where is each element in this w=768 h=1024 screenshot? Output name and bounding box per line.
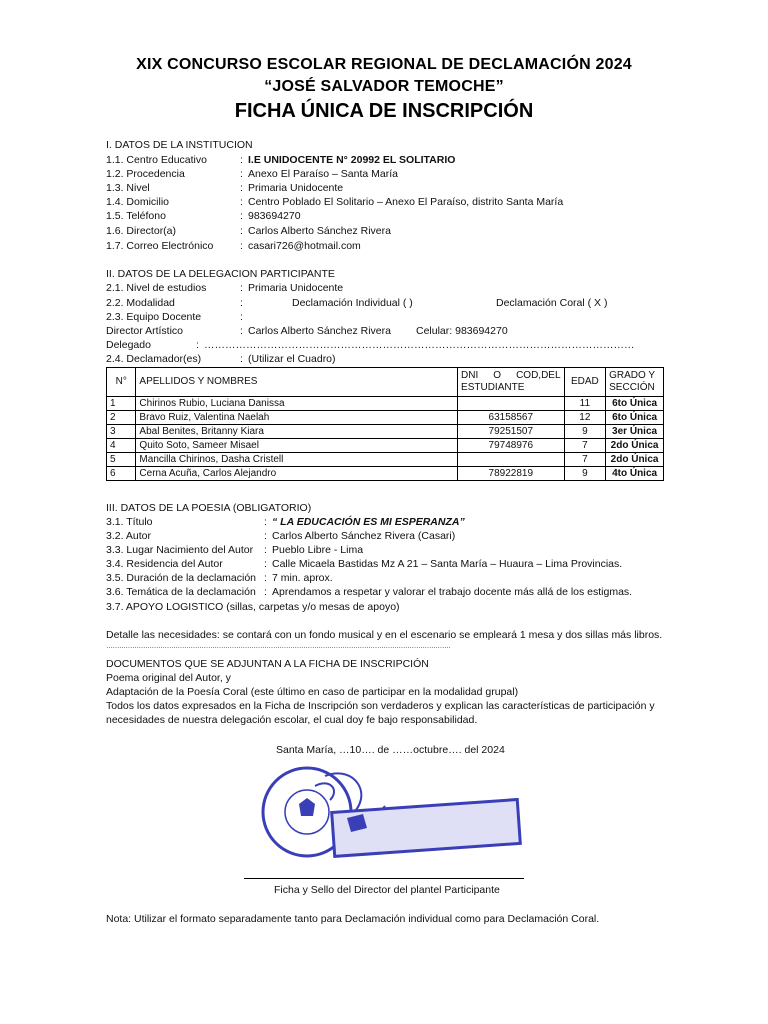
table-row [107,397,664,411]
table-row [107,411,664,425]
cell-edad: 7 [564,453,606,467]
cell-n: 4 [107,439,136,453]
field-value: 7 min. aprox. [272,572,333,584]
cell-grado: 2do Única [606,453,664,467]
field-label: 1.2. Procedencia [106,168,185,180]
field-colon: : [264,572,267,584]
documentos-heading: DOCUMENTOS QUE SE ADJUNTAN A LA FICHA DE INSCRIPCIÓN [106,658,429,670]
director-celular: Celular: 983694270 [416,325,508,337]
field-colon: : [240,325,243,337]
nota: Nota: Utilizar el formato separadamente tanto para Declamación individual como para Declamación Coral. [106,913,600,925]
field-colon: : [240,168,243,180]
cell-n: 3 [107,425,136,439]
field-label: 1.3. Nivel [106,182,150,194]
row-tematica [106,586,632,599]
field-value: “ LA EDUCACIÓN ES MI ESPERANZA” [272,516,465,528]
firma-caption: Ficha y Sello del Director del plantel Participante [274,884,500,896]
cell-edad: 7 [564,439,606,453]
field-colon: : [240,297,243,309]
field-value: (Utilizar el Cuadro) [248,353,336,365]
field-label: 1.6. Director(a) [106,225,177,237]
signature-line [244,878,524,879]
field-colon: : [264,558,267,570]
shield-icon [299,798,315,816]
field-colon: : [264,586,267,598]
form-title: FICHA ÚNICA DE INSCRIPCIÓN [234,100,534,122]
row-telefono [106,210,301,223]
field-colon: : [264,530,267,542]
row-director [106,225,391,238]
detalle-dots: …………………………………………………………………………………………………………………………………………… [106,643,451,650]
table-row [107,453,664,467]
field-value: 983694270 [248,210,301,222]
field-colon: : [240,154,243,166]
field-label: 2.3. Equipo Docente [106,311,202,323]
cell-nombre: Chirinos Rubio, Luciana Danissa [136,397,458,411]
field-label: 3.1. Título [106,516,153,528]
field-value: …………………………………………………………………………………………………………… [204,339,635,351]
field-label: 2.1. Nivel de estudios [106,282,207,294]
cell-nombre: Abal Benites, Britanny Kiara [136,425,458,439]
field-label: 1.4. Domicilio [106,196,170,208]
field-value: Carlos Alberto Sánchez Rivera [248,225,391,237]
cell-dni: 79748976 [458,439,565,453]
field-colon: : [240,353,243,365]
row-domicilio [106,196,563,209]
row-centro-educativo [106,154,455,167]
section-poesia-heading: III. DATOS DE LA POESIA (OBLIGATORIO) [106,502,312,514]
field-colon: : [264,516,267,528]
cell-nombre: Quito Soto, Sameer Misael [136,439,458,453]
cell-dni [458,397,565,411]
documentos-line: Adaptación de la Poesía Coral (este último en caso de participar en la modalidad grupal) [106,686,519,698]
field-label: 3.5. Duración de la declamación [106,572,257,584]
row-correo [106,240,361,253]
row-nivel-estudios [106,282,343,295]
field-value: Centro Poblado El Solitario – Anexo El Paraíso, distrito Santa María [248,196,564,208]
row-director-artistico [106,325,666,338]
cell-edad: 9 [564,467,606,481]
header-n: N° [107,368,136,397]
field-value: Carlos Alberto Sánchez Rivera [248,325,391,337]
cell-n: 6 [107,467,136,481]
documentos-line: Todos los datos expresados en la Ficha de Inscripción son verdaderos y explican las características de participación y [106,700,655,712]
documentos-line: necesidades de nuestra delegación escolar, el cual doy fe bajo responsabilidad. [106,714,478,726]
cell-grado: 6to Única [606,397,664,411]
table-header-row [107,368,664,397]
cell-dni [458,453,565,467]
cell-grado: 2do Única [606,439,664,453]
cell-dni: 63158567 [458,411,565,425]
field-colon: : [240,282,243,294]
fecha-lugar: Santa María, …10…. de ……octubre…. del 2024 [276,744,505,756]
field-value: Primaria Unidocente [248,182,344,194]
field-value: Anexo El Paraíso – Santa María [248,168,398,180]
cell-nombre: Bravo Ruiz, Valentina Naelah [136,411,458,425]
field-label: 2.4. Declamador(es) [106,353,202,365]
table-row [107,425,664,439]
cell-grado: 4to Única [606,467,664,481]
field-label: 2.2. Modalidad [106,297,175,309]
cell-n: 1 [107,397,136,411]
modalidad-individual: Declamación Individual ( ) [292,297,413,309]
declamadores-table [106,367,664,481]
field-label: 3.2. Autor [106,530,151,542]
cell-grado: 6to Única [606,411,664,425]
field-value: Aprendamos a respetar y valorar el trabajo docente más allá de los estigmas. [272,586,633,598]
cell-edad: 9 [564,425,606,439]
field-value: Primaria Unidocente [248,282,344,294]
row-nivel [106,182,343,195]
field-colon: : [240,196,243,208]
cell-nombre: Mancilla Chirinos, Dasha Cristell [136,453,458,467]
row-lugar-nacimiento [106,544,363,557]
field-value: casari726@hotmail.com [248,240,361,252]
cell-nombre: Cerna Acuña, Carlos Alejandro [136,467,458,481]
documentos-line: Poema original del Autor, y [106,672,231,684]
section-delegacion-heading: II. DATOS DE LA DELEGACION PARTICIPANTE [106,268,335,280]
header-dni: DNI O COD,DEL ESTUDIANTE [458,368,565,397]
row-procedencia [106,168,398,181]
cell-dni: 79251507 [458,425,565,439]
section-institucion-heading: I. DATOS DE LA INSTITUCION [106,139,253,151]
header-nombre: APELLIDOS Y NOMBRES [136,368,458,397]
field-label: Delegado [106,339,151,351]
header-grado: GRADO Y SECCIÓN [606,368,664,397]
row-delegado [106,339,635,352]
header-edad: EDAD [564,368,606,397]
field-colon: : [240,311,243,323]
field-label: Director Artístico [106,325,184,337]
row-declamadores [106,353,336,366]
field-label: 1.5. Teléfono [106,210,166,222]
row-residencia [106,558,622,571]
row-equipo-docente [106,311,248,324]
rect-name-stamp [332,799,521,856]
table-row [107,439,664,453]
official-stamps [255,756,525,874]
field-colon: : [240,240,243,252]
field-colon: : [196,339,199,351]
field-label: 1.1. Centro Educativo [106,154,207,166]
cell-n: 2 [107,411,136,425]
row-autor [106,530,455,543]
cell-n: 5 [107,453,136,467]
contest-title: XIX CONCURSO ESCOLAR REGIONAL DE DECLAMACIÓN 2024 [136,56,632,73]
field-label: 3.6. Temática de la declamación [106,586,256,598]
detalle-necesidades: Detalle las necesidades: se contará con un fondo musical y en el escenario se empleará 1 mesa y dos sillas más libros. [106,629,663,641]
cell-edad: 12 [564,411,606,425]
row-titulo [106,516,465,529]
modalidad-coral: Declamación Coral ( X ) [496,297,608,309]
field-value: I.E UNIDOCENTE N° 20992 EL SOLITARIO [248,154,456,166]
field-label: 1.7. Correo Electrónico [106,240,214,252]
cell-grado: 3er Única [606,425,664,439]
field-colon: : [240,210,243,222]
field-colon: : [240,182,243,194]
row-modalidad [106,297,666,310]
contest-name: “JOSÉ SALVADOR TEMOCHE” [264,78,504,95]
table-row [107,467,664,481]
field-value: Carlos Alberto Sánchez Rivera (Casari) [272,530,456,542]
field-value: Calle Micaela Bastidas Mz A 21 – Santa María – Huaura – Lima Provincias. [272,558,623,570]
field-value: Pueblo Libre - Lima [272,544,364,556]
field-colon: : [264,544,267,556]
field-label: 3.4. Residencia del Autor [106,558,223,570]
row-apoyo-logistico: 3.7. APOYO LOGISTICO (sillas, carpetas y/o mesas de apoyo) [106,601,400,613]
field-label: 3.3. Lugar Nacimiento del Autor [106,544,254,556]
row-duracion [106,572,333,585]
field-colon: : [240,225,243,237]
cell-edad: 11 [564,397,606,411]
cell-dni: 78922819 [458,467,565,481]
